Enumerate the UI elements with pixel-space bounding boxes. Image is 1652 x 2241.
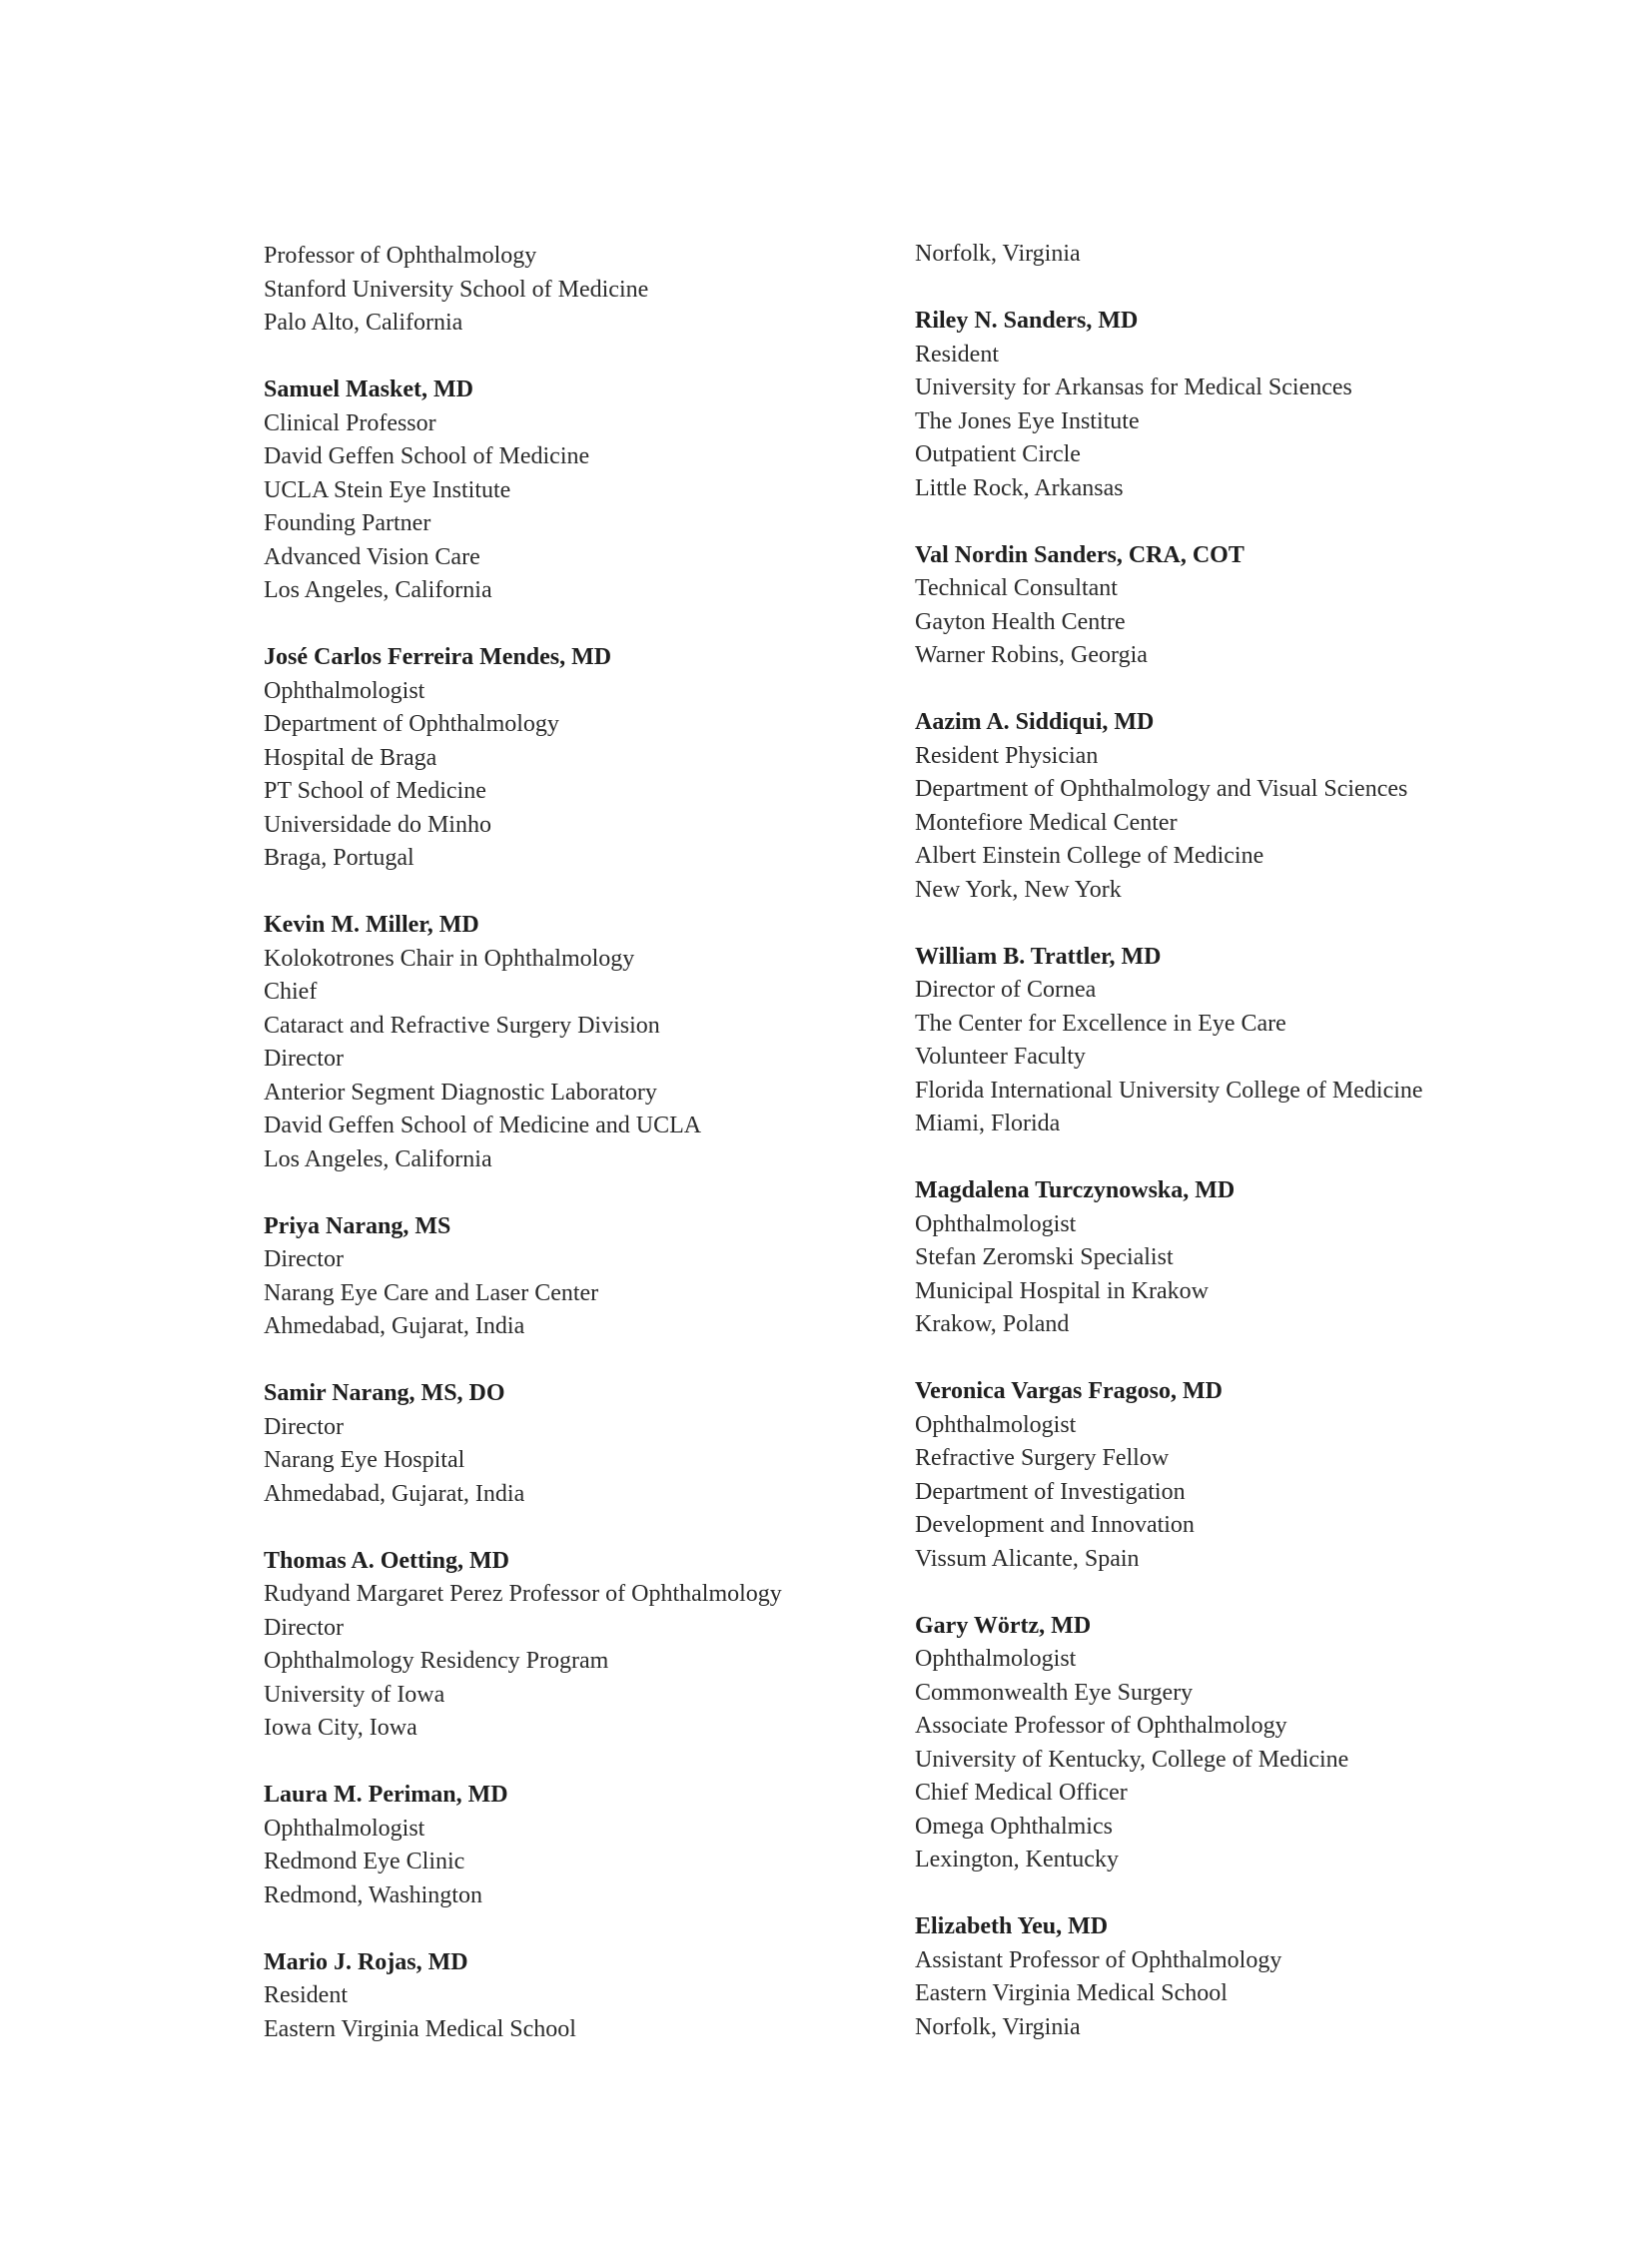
affiliation-line: Ahmedabad, Gujarat, India <box>264 1480 525 1507</box>
affiliation-line: Krakow, Poland <box>915 1311 1070 1337</box>
affiliation-line: Technical Consultant <box>915 575 1118 601</box>
contributor-entry <box>264 1946 883 2047</box>
affiliation-line: Ahmedabad, Gujarat, India <box>264 1313 525 1339</box>
affiliation-line: Eastern Virginia Medical School <box>264 2015 576 2042</box>
affiliation-line: Volunteer Faculty <box>915 1044 1086 1070</box>
affiliation-line: Iowa City, Iowa <box>264 1715 417 1741</box>
affiliation-line: Chief <box>264 979 318 1005</box>
affiliation-line: Department of Investigation <box>915 1478 1186 1505</box>
affiliation-line: Resident <box>915 341 999 368</box>
contributor-entry <box>264 1210 883 1344</box>
affiliation-line: Clinical Professor <box>264 409 436 436</box>
affiliation-line: Outpatient Circle <box>915 441 1081 467</box>
affiliation-line: Vissum Alicante, Spain <box>915 1545 1140 1572</box>
affiliation-line: Braga, Portugal <box>264 845 414 871</box>
affiliation-line: Narang Eye Hospital <box>264 1447 465 1473</box>
contributor-entry <box>264 641 883 876</box>
contributor-name: William B. Trattler, MD <box>915 943 1162 970</box>
contributor-name: Laura M. Periman, MD <box>264 1782 508 1808</box>
affiliation-line: Stefan Zeromski Specialist <box>915 1244 1174 1270</box>
affiliation-line: Resident Physician <box>915 742 1099 769</box>
contributor-entry <box>264 1377 883 1511</box>
contributor-name: Riley N. Sanders, MD <box>915 308 1139 334</box>
contributor-name: Magdalena Turczynowska, MD <box>915 1177 1236 1203</box>
affiliation-line: Omega Ophthalmics <box>915 1813 1113 1840</box>
affiliation-line: Director <box>264 1246 344 1272</box>
contributor-entry <box>915 238 1534 272</box>
affiliation-line: Albert Einstein College of Medicine <box>915 843 1264 869</box>
affiliation-line: David Geffen School of Medicine <box>264 443 590 469</box>
affiliation-line: Hospital de Braga <box>264 744 437 771</box>
affiliation-line: Eastern Virginia Medical School <box>915 1980 1228 2006</box>
affiliation-line: Resident <box>264 1982 348 2008</box>
affiliation-line: Director of Cornea <box>915 977 1097 1003</box>
affiliation-line: Palo Alto, California <box>264 310 463 336</box>
affiliation-line: Los Angeles, California <box>264 1145 492 1172</box>
affiliation-line: Founding Partner <box>264 510 431 536</box>
affiliation-line: Lexington, Kentucky <box>915 1847 1119 1872</box>
contributor-entry <box>915 706 1534 907</box>
affiliation-line: Montefiore Medical Center <box>915 809 1178 836</box>
affiliation-line: Advanced Vision Care <box>264 543 480 570</box>
affiliation-line: Gayton Health Centre <box>915 608 1126 635</box>
contributor-entry <box>264 374 883 608</box>
affiliation-line: Director <box>264 1614 344 1641</box>
affiliation-line: Little Rock, Arkansas <box>915 474 1124 501</box>
contributor-entry <box>264 1779 883 1912</box>
affiliation-line: University of Iowa <box>264 1681 445 1708</box>
affiliation-line: Commonwealth Eye Surgery <box>915 1679 1194 1706</box>
affiliation-line: Miami, Florida <box>915 1111 1061 1136</box>
contributor-name: Mario J. Rojas, MD <box>264 1948 468 1975</box>
affiliation-line: Director <box>264 1413 344 1440</box>
contributor-entry <box>264 1545 883 1746</box>
contributor-name: Gary Wörtz, MD <box>915 1612 1092 1639</box>
contributor-entry <box>915 1910 1534 2044</box>
contributor-entry <box>264 909 883 1176</box>
affiliation-line: Narang Eye Care and Laser Center <box>264 1279 599 1306</box>
affiliation-line: University of Kentucky, College of Medicine <box>915 1746 1349 1773</box>
affiliation-line: PT School of Medicine <box>264 778 486 804</box>
affiliation-line: Ophthalmology Residency Program <box>264 1648 609 1674</box>
affiliation-line: Norfolk, Virginia <box>915 2013 1081 2040</box>
affiliation-line: UCLA Stein Eye Institute <box>264 476 511 503</box>
affiliation-line: Florida International University College of Medicine <box>915 1077 1423 1104</box>
affiliation-line: Anterior Segment Diagnostic Laboratory <box>264 1079 657 1106</box>
contributor-entry <box>915 1375 1534 1576</box>
affiliation-line: Warner Robins, Georgia <box>915 642 1148 668</box>
contributor-name: Val Nordin Sanders, CRA, COT <box>915 541 1244 568</box>
affiliation-line: The Center for Excellence in Eye Care <box>915 1010 1286 1037</box>
affiliation-line: Ophthalmologist <box>915 1411 1077 1438</box>
affiliation-line: David Geffen School of Medicine and UCLA <box>264 1113 702 1138</box>
contributor-entry <box>915 305 1534 505</box>
contributor-name: Elizabeth Yeu, MD <box>915 1913 1109 1939</box>
contributor-entry <box>915 1610 1534 1877</box>
affiliation-line: Ophthalmologist <box>264 677 425 704</box>
contributor-name: José Carlos Ferreira Mendes, MD <box>264 644 612 670</box>
affiliation-line: Cataract and Refractive Surgery Division <box>264 1012 660 1039</box>
affiliation-line: Assistant Professor of Ophthalmology <box>915 1946 1282 1973</box>
affiliation-line: Development and Innovation <box>915 1512 1195 1538</box>
right-column <box>915 238 1534 2078</box>
affiliation-line: Associate Professor of Ophthalmology <box>915 1713 1287 1739</box>
contributor-name: Kevin M. Miller, MD <box>264 912 479 938</box>
affiliation-line: Norfolk, Virginia <box>915 241 1081 267</box>
affiliation-line: Municipal Hospital in Krakow <box>915 1277 1209 1304</box>
contributor-name: Thomas A. Oetting, MD <box>264 1547 509 1574</box>
affiliation-line: Department of Ophthalmology and Visual Sciences <box>915 776 1408 802</box>
contributor-entry <box>915 1174 1534 1342</box>
affiliation-line: Ophthalmologist <box>264 1815 425 1842</box>
affiliation-line: Ophthalmologist <box>915 1210 1077 1237</box>
affiliation-line: Redmond Eye Clinic <box>264 1849 465 1874</box>
affiliation-line: Los Angeles, California <box>264 577 492 603</box>
affiliation-line: Director <box>264 1046 344 1072</box>
contributor-entry <box>264 240 883 341</box>
contributor-name: Aazim A. Siddiqui, MD <box>915 709 1155 735</box>
contributor-entry <box>915 539 1534 673</box>
affiliation-line: Kolokotrones Chair in Ophthalmology <box>264 945 635 972</box>
contributor-name: Veronica Vargas Fragoso, MD <box>915 1378 1223 1404</box>
contributor-name: Priya Narang, MS <box>264 1212 451 1239</box>
affiliation-line: New York, New York <box>915 876 1122 903</box>
affiliation-line: Professor of Ophthalmology <box>264 243 537 269</box>
affiliation-line: Rudyand Margaret Perez Professor of Ophthalmology <box>264 1581 782 1607</box>
left-column <box>264 240 883 2080</box>
contributor-name: Samir Narang, MS, DO <box>264 1380 505 1406</box>
affiliation-line: Chief Medical Officer <box>915 1780 1128 1806</box>
contributor-entry <box>915 941 1534 1141</box>
affiliation-line: Refractive Surgery Fellow <box>915 1445 1170 1471</box>
affiliation-line: Universidade do Minho <box>264 811 491 838</box>
contributor-name: Samuel Masket, MD <box>264 376 473 402</box>
affiliation-line: Stanford University School of Medicine <box>264 276 649 303</box>
affiliation-line: Redmond, Washington <box>264 1881 482 1908</box>
affiliation-line: Department of Ophthalmology <box>264 711 559 737</box>
affiliation-line: Ophthalmologist <box>915 1646 1077 1672</box>
affiliation-line: University for Arkansas for Medical Sciences <box>915 374 1352 400</box>
affiliation-line: The Jones Eye Institute <box>915 407 1140 434</box>
